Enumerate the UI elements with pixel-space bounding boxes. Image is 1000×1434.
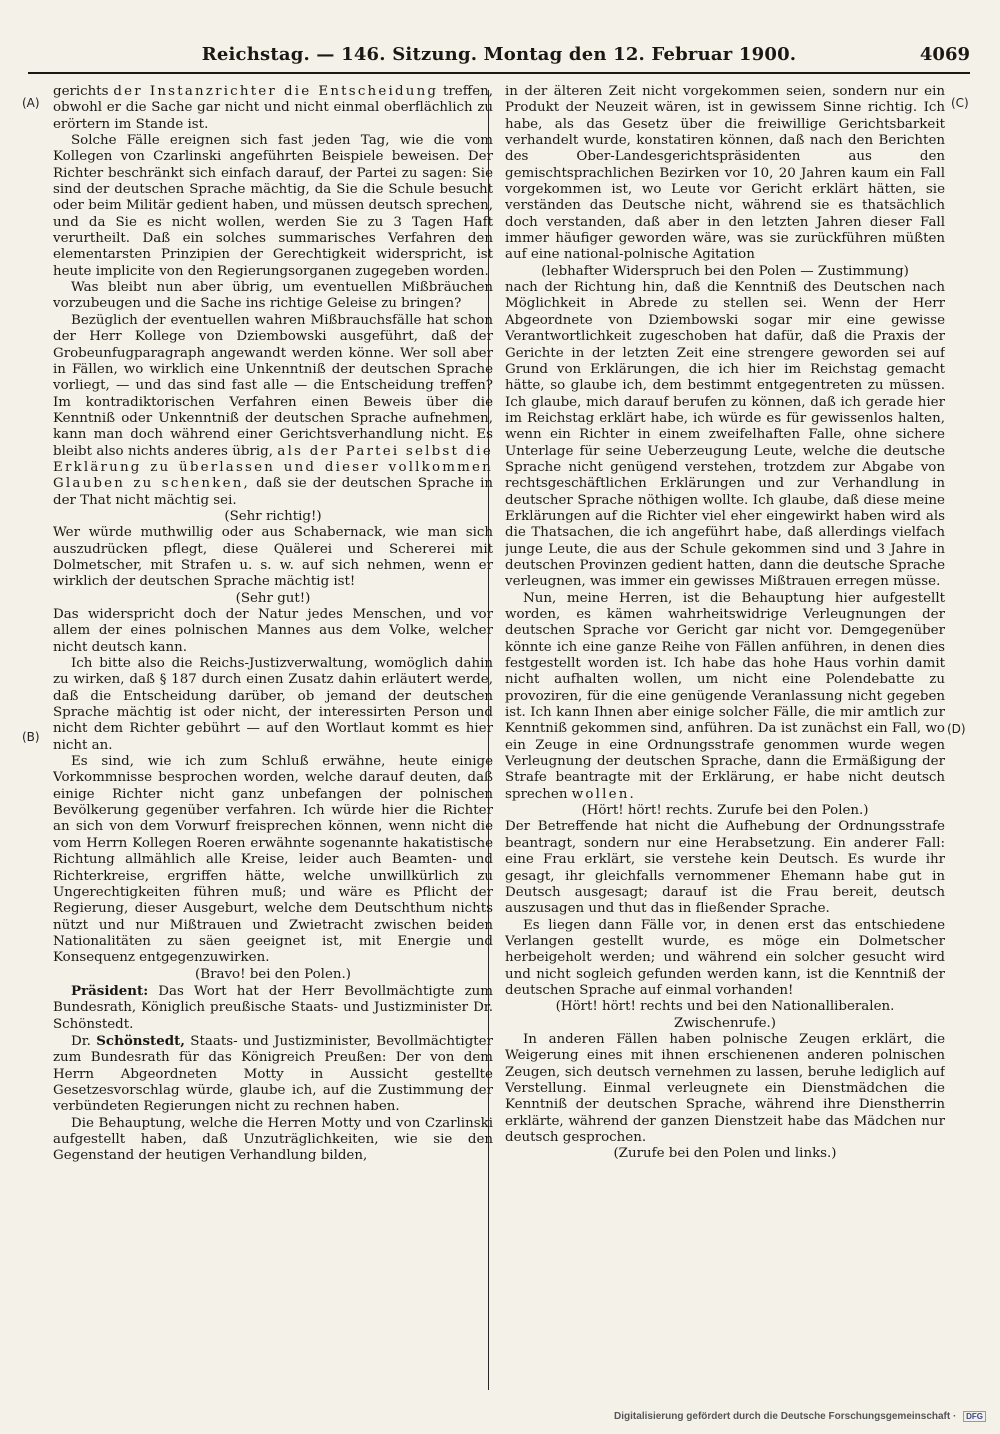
right-column xyxy=(505,84,945,1390)
paragraph: Der Betreffende hat nicht die Aufhebung der Ordnungsstrafe beantragt, sondern nur eine Herabsetzung. Ein anderer Fall: eine Frau erklärt, sie verstehe kein Deutsch. Es wurde ihr gesagt, ihr gleichfalls vernommener Ehemann habe gut in Deutsch ausgesagt; darauf ist die Frau bereit, deutsch auszusagen und thut das in fließender Sprache. xyxy=(505,819,945,917)
speaker-name: Präsident: xyxy=(71,982,149,999)
paragraph xyxy=(53,313,493,509)
text-run: treffen, obwohl er die Sache gar nicht und nicht einmal oberflächlich zu erörtern im Stande ist. xyxy=(53,84,493,132)
spaced-text: wollen. xyxy=(571,786,637,802)
footer-credit: Digitalisierung gefördert durch die Deutsche Forschungsgemeinschaft · DFG xyxy=(614,1411,986,1422)
paragraph: Was bleibt nun aber übrig, um eventuellen Mißbräuchen vorzubeugen und die Sache ins richtige Geleise zu bringen? xyxy=(53,280,493,312)
left-column xyxy=(53,84,493,1390)
paragraph: Das widerspricht doch der Natur jedes Menschen, und vor allem der eines polnischen Mannes aus dem Volke, welcher nicht deutsch kann. xyxy=(53,607,493,655)
text-run: gerichts xyxy=(53,84,109,99)
interjection: (lebhafter Widerspruch bei den Polen — Zustimmung) xyxy=(541,263,909,279)
page-number: 4069 xyxy=(919,44,970,65)
speaker-name: Schönstedt, xyxy=(96,1032,185,1049)
margin-marker-d: (D) xyxy=(947,722,966,736)
margin-marker-b: (B) xyxy=(22,730,40,744)
paragraph xyxy=(505,591,945,803)
page-header xyxy=(28,44,970,74)
text-run: Staats- und Justizminister, Bevollmächtigter zum Bundesrath für das Königreich Preußen: Der von dem Herrn Abgeordneten Motty in Aussicht gestellte Gesetzesvorschlag würde, glaube ich, auf die Zustimmung der verbündeten Regierungen nicht zu rechnen haben. xyxy=(53,1033,493,1115)
paragraph: Ich bitte also die Reichs-Justizverwaltung, womöglich dahin zu wirken, daß § 187 durch einen Zusatz dahin erläutert werde, daß die Entscheidung darüber, ob jemand der deutschen Sprache mächtig ist oder nicht, der interessirten Person und nicht dem Richter gebührt — auf den Wortlaut kommt es hier nicht an. xyxy=(53,656,493,753)
paragraph: nach der Richtung hin, daß die Kenntniß des Deutschen nach Möglichkeit in Abrede zu stellen sei. Wenn der Herr Abgeordnete von Dziembowski sogar mir eine gewisse Verantwortlichkeit zugeschoben hat dafür, daß die Praxis der Gerichte in der letzten Zeit eine strengere geworden sei auf Grund von Erklärungen, die ich hier im Reichstag gemacht hätte, so glaube ich, dem bestimmt entgegentreten zu müssen. Ich glaube, mich darauf berufen zu können, daß ich gerade hier im Reichstag erklärt habe, ich würde es für gewissenlos halten, wenn ein Richter in einem zweifelhaften Falle, ohne sichere Unterlage für seine Ueberzeugung Leute, welche die deutsche Sprache nicht genügend verstehen, trotzdem zur Abgabe von rechtsgeschäftlichen Erklärungen und zur Verhandlung in deutscher Sprache nöthigen wollte. Ich glaube, daß diese meine Erklärungen auf die Richter viel eher eingewirkt haben wird als die Thatsachen, die ich angeführt habe, daß allerdings vielfach junge Leute, die aus der Schule gekommen sind und 3 Jahre in deutschen Provinzen gedient hatten, dann die deutsche Sprache verleugnen, was immer ein gewisses Mißtrauen erregen müsse. xyxy=(505,280,945,590)
paragraph: Wer würde muthwillig oder aus Schabernack, wie man sich auszudrücken pflegt, diese Quälerei und Schererei mit Dolmetscher, mit Strafen u. s. w. auf sich nehmen, wenn er wirklich der deutschen Sprache mächtig ist! xyxy=(53,525,493,590)
text-run: Bezüglich der eventuellen wahren Mißbrauchsfälle hat schon der Herr Kollege von Dziembowski ausgeführt, daß der Grobeunfugparagraph angewandt werden könne. Wer soll aber in Fällen, wo wirklich eine Unkenntniß der deutschen Sprache vorliegt, — und das sind fast alle — die Entscheidung treffen? Im kontradiktorischen Verfahren einen Beweis über die Kenntniß oder Unkenntniß der deutschen Sprache aufnehmen, kann man doch während einer Gerichtsverhandlung nicht. Es bleibt also nichts anderes übrig, xyxy=(53,312,493,459)
spaced-text: der Instanzrichter die Entscheidung xyxy=(113,84,439,99)
paragraph: in der älteren Zeit nicht vorgekommen seien, sondern nur ein Produkt der Neuzeit wären, ist in gewissem Sinne richtig. Ich habe, als das Gesetz über die freiwillige Gerichtsbarkeit verhandelt wurde, konstatiren können, daß nach den Berichten des Ober-Landesgerichtspräsidenten aus den gemischtsprachlichen Bezirken vor 10, 20 Jahren kaum ein Fall vorgekommen ist, wo Leute vor Gericht erklärt hätten, sie verständen das Deutsche nicht, während sie es thatsächlich doch verstanden, daß aber in den letzten Jahren dieser Fall immer häufiger geworden wäre, was sie zurückführen müßten auf eine national-polnische Agitation xyxy=(505,84,945,263)
text-run: Nun, meine Herren, ist die Behauptung hier aufgestellt worden, es kämen wahrheitswidrige Verleugnungen der deutschen Sprache vor Gericht gar nicht vor. Demgegenüber könnte ich eine ganze Reihe von Fällen anführen, in denen dies festgestellt worden ist. Ich habe das hohe Haus vorhin damit nicht aufhalten wollen, um nicht eine Polendebatte zu provoziren, für die eine genügende Veranlassung nicht gegeben ist. Ich kann Ihnen aber einige solcher Fälle, die mir amtlich zur Kenntniß gekommen sind, anführen. Da ist zunächst ein Fall, wo ein Zeuge in eine Ordnungsstrafe genommen wurde wegen Verleugnung der deutschen Sprache, dann die Ermäßigung der Strafe beantragte mit der Erklärung, er habe nicht deutsch sprechen xyxy=(505,590,945,802)
paragraph xyxy=(53,1033,493,1116)
paragraph: Die Behauptung, welche die Herren Motty und von Czarlinski aufgestellt haben, daß Unzuträglichkeiten, wie sie den Gegenstand der heutigen Verhandlung bilden, xyxy=(53,1115,493,1164)
text-run: daß sie der deutschen Sprache in der That nicht mächtig sei. xyxy=(53,476,493,508)
interjection: (Hört! hört! rechts. Zurufe bei den Polen.) xyxy=(581,803,869,819)
spaced-text: als der Partei selbst die Erklärung zu überlassen und dieser vollkommen Glauben zu schenken, xyxy=(53,443,493,492)
paragraph: In anderen Fällen haben polnische Zeugen erklärt, die Weigerung eines mit ihnen erschienenen anderen polnischen Zeugen, sich deutsch vernehmen zu lassen, beruhe lediglich auf Verstellung. Einmal verleugnete ein Dienstmädchen die Kenntniß der deutschen Sprache, während ihre Dienstherrin erklärte, während der ganzen Dienstzeit habe das Mädchen nur deutsch gesprochen. xyxy=(505,1031,945,1145)
header-rule xyxy=(28,72,970,74)
paragraph: Solche Fälle ereignen sich fast jeden Tag, wie die vom Kollegen von Czarlinski angeführten Beispiele beweisen. Der Richter beschränkt sich einfach darauf, der Partei zu sagen: Sie sind der deutschen Sprache mächtig, da Sie die Schule besucht oder beim Militär gedient haben, und müssen deutsch sprechen, und da Sie es nicht wollen, werden Sie zu 3 Tagen Haft verurtheilt. Daß ein solches summarisches Verfahren den elementarsten Prinzipien der Gerechtigkeit widerspricht, ist heute implicite von den Regierungsorganen zugegeben worden. xyxy=(53,133,493,279)
paragraph xyxy=(53,983,493,1033)
interjection: (Sehr richtig!) xyxy=(224,508,322,524)
margin-marker-c: (C) xyxy=(951,96,969,110)
interjection: (Sehr gut!) xyxy=(235,590,311,606)
header-title: Reichstag. — 146. Sitzung. Montag den 12. Februar 1900. xyxy=(201,44,797,65)
text-run: Dr. xyxy=(71,1033,91,1049)
interjection: (Hört! hört! rechts und bei den Nationalliberalen. Zwischenrufe.) xyxy=(555,999,895,1031)
interjection: (Zurufe bei den Polen und links.) xyxy=(613,1146,837,1162)
paragraph: Es liegen dann Fälle vor, in denen erst das entschiedene Verlangen gestellt wurde, es möge ein Dolmetscher herbeigeholt werden; und während ein solcher gesucht wird und nicht sogleich gefunden werden kann, ist die Kenntniß der deutschen Sprache auf einmal vorhanden! xyxy=(505,917,945,998)
dfg-logo: DFG xyxy=(963,1411,986,1422)
text-run: Das Wort hat der Herr Bevollmächtigte zum Bundesrath, Königlich preußische Staats- und Justizminister Dr. Schönstedt. xyxy=(53,983,493,1032)
margin-marker-a: (A) xyxy=(22,96,40,110)
paragraph: Es sind, wie ich zum Schluß erwähne, heute einige Vorkommnisse besprochen worden, welche darauf deuten, daß einige Richter nicht ganz unbefangen der polnischen Bevölkerung gegenüber verfahren. Ich würde hier die Richter an sich von dem Vorwurf freisprechen können, wenn nicht die vom Herrn Kollegen Roeren erwähnte sogenannte hakatistische Richtung allmählich alle Kreise, leider auch Beamten- und Richterkreise, ergriffen hätte, welche unwillkürlich zu Ungerechtigkeiten führen muß; und wäre es Pflicht der Regierung, dieser Ausgeburt, welche dem Deutschthum nichts nützt und nur Mißtrauen und Zwietracht zwischen beiden Nationalitäten zu säen geeignet ist, mit Energie und Konsequenz entgegenzuwirken. xyxy=(53,754,493,966)
interjection: (Bravo! bei den Polen.) xyxy=(195,966,351,982)
footer-text: Digitalisierung gefördert durch die Deutsche Forschungsgemeinschaft xyxy=(614,1411,951,1422)
paragraph xyxy=(53,84,493,133)
